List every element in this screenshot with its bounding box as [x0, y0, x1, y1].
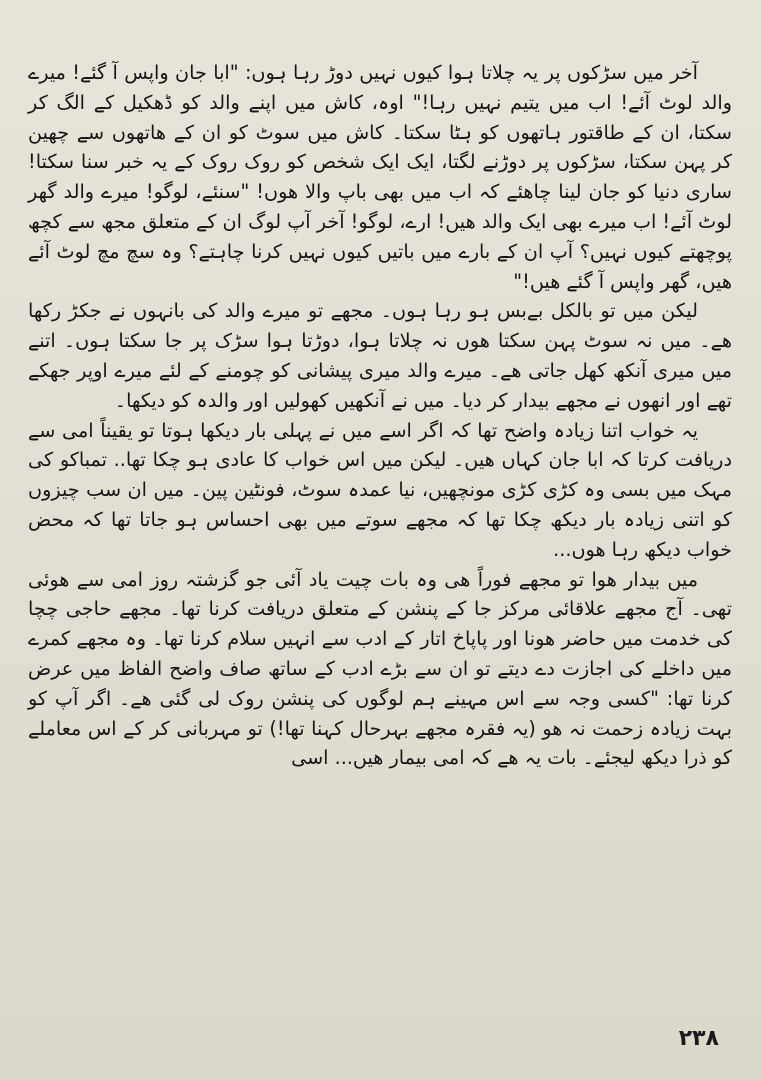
page-body-text — [28, 58, 732, 773]
paragraph-4: میں بیدار ھوا تو مجھے فوراً ھی وہ بات چیت یاد آئی جو گزشتہ روز امی سے ھوئی تھی۔ آج مجھے علاقائی مرکز جا کے پنشن کے متعلق دریافت کرنا تھا۔ مجھے حاجی چچا کی خدمت میں حاضر ھونا اور پاپاخ اتار کے ادب سے انہیں سلام کرنا تھا۔ وہ مجھے کمرے میں داخلے کی اجازت دے دیتے تو ان سے بڑے ادب کے ساتھ صاف واضح الفاظ میں عرض کرنا تھا: "کسی وجہ سے اس مہینے ہم لوگوں کی پنشن روک لی گئی ھے۔ اگر آپ کو بہت زیادہ زحمت نہ ھو (یہ فقرہ مجھے بہرحال کہنا تھا!) تو مہربانی کر کے اس معاملے کو ذرا دیکھ لیجئے۔ بات یہ ھے کہ امی بیمار ھیں... اسی — [28, 567, 732, 770]
paragraph-2: لیکن میں تو بالکل بےبس ہو رہا ہوں۔ مجھے تو میرے والد کی بانہوں نے جکڑ رکھا ھے۔ میں نہ سوٹ پہن سکتا ھوں نہ چلاتا ہوا، دوڑتا ہوا سڑک پر جا سکتا ہوں۔ اتنے میں میری آنکھ کھل جاتی ھے۔ میرے والد میری پیشانی کو چومنے کے لئے میرے اوپر جھکے تھے اور انھوں نے مجھے بیدار کر دیا۔ میں نے آنکھیں کھولیں اور والدہ کو دیکھا۔ — [28, 299, 732, 412]
paragraph-3: یہ خواب اتنا زیادہ واضح تھا کہ اگر اسے میں نے پہلی بار دیکھا ہوتا تو یقیناً امی سے دریافت کرتا کہ ابا جان کہاں ھیں۔ لیکن میں اس خواب کا عادی ہو چکا تھا.. تمباکو کی مہک میں بسی وہ کڑی کڑی مونچھیں، نیا عمدہ سوٹ، فونٹین پین۔ میں ان سب چیزوں کو اتنی زیادہ بار دیکھ چکا تھا کہ مجھے سوتے میں بھی احساس ہو جاتا تھا کہ محض خواب دیکھ رہا ھوں... — [28, 418, 732, 561]
page-number: ۲۳۸ — [678, 1026, 719, 1051]
paragraph-1: آخر میں سڑکوں پر یہ چلاتا ہوا کیوں نہیں دوڑ رہا ہوں: "ابا جان واپس آ گئے! میرے والد لوٹ آئے! اب میں یتیم نہیں رہا!" اوہ، کاش میں اپنے والد کو ڈھکیل کے الگ کر سکتا، ان کے طاقتور ہاتھوں کو ہٹا سکتا۔ کاش میں سوٹ کو ان کے ھاتھوں سے چھین کر پہن سکتا، سڑکوں پر دوڑنے لگتا، ایک ایک شخص کو روک روک کے یہ خبر سنا سکتا! ساری دنیا کو جان لینا چاھئے کہ اب میں بھی باپ والا ھوں! "سنئے، لوگو! میرے والد گھر لوٹ آئے! اب میرے بھی ایک والد ھیں! ارے، لوگو! آخر آپ لوگ ان کے متعلق مجھ سے کچھ پوچھتے کیوں نہیں؟ آپ ان کے بارے میں باتیں کیوں نہیں کرنا چاہتے؟ وہ سچ مچ لوٹ آئے ھیں، گھر واپس آ گئے ھیں!" — [28, 61, 732, 293]
